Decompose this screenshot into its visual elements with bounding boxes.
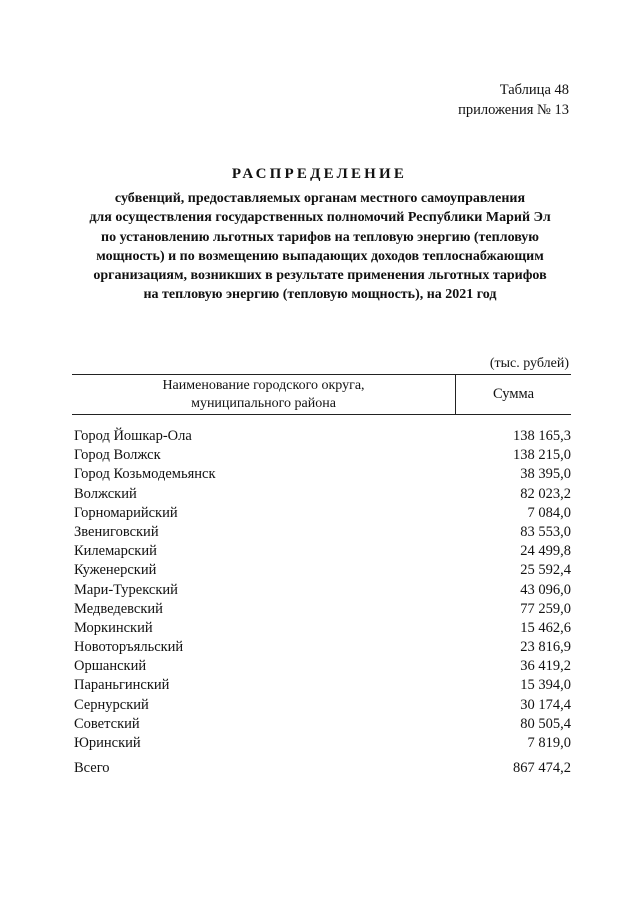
- row-name: Советский: [74, 715, 140, 732]
- row-name: Сернурский: [74, 696, 149, 713]
- table-row: [72, 504, 571, 523]
- table-row: [72, 581, 571, 600]
- row-value: 15 462,6: [520, 619, 571, 636]
- row-value: 30 174,4: [520, 696, 571, 713]
- table-row: [72, 734, 571, 753]
- header-name-column: [72, 375, 456, 414]
- table-row: [72, 638, 571, 657]
- row-name: Медведевский: [74, 600, 163, 617]
- total-value: 867 474,2: [513, 760, 571, 777]
- subtitle-line: по установлению льготных тарифов на тепловую энергию (тепловую: [101, 229, 539, 245]
- row-value: 138 165,3: [513, 428, 571, 444]
- row-name: Новоторъяльский: [74, 639, 184, 656]
- table-body: [72, 427, 571, 753]
- row-value: 77 259,0: [520, 600, 571, 617]
- table-row: [72, 446, 571, 465]
- table-row: [72, 600, 571, 619]
- row-value: 80 505,4: [520, 715, 571, 732]
- subtitle-line: на тепловую энергию (тепловую мощность), на 2021 год: [143, 287, 497, 303]
- row-name: Оршанский: [74, 658, 147, 675]
- row-value: 7 084,0: [527, 504, 571, 521]
- row-name: Горномарийский: [74, 504, 178, 521]
- table-reference: [458, 80, 569, 120]
- row-value: 43 096,0: [520, 581, 571, 598]
- row-value: 83 553,0: [520, 523, 571, 540]
- row-value: 7 819,0: [527, 735, 571, 751]
- row-name: Килемарский: [74, 543, 157, 560]
- subtitle-line: организациям, возникших в результате применения льготных тарифов: [93, 268, 547, 284]
- row-value: 25 592,4: [520, 562, 571, 579]
- header-name-line: Наименование городского округа,: [162, 378, 365, 393]
- document-subtitle: [70, 189, 570, 305]
- document-heading: РАСПРЕДЕЛЕНИЕ: [231, 166, 408, 182]
- row-name: Город Волжск: [74, 447, 161, 464]
- table-row: [72, 427, 571, 446]
- distribution-table: [72, 374, 571, 778]
- row-name: Город Йошкар-Ола: [74, 428, 192, 444]
- table-row: [72, 485, 571, 504]
- table-row: [72, 542, 571, 561]
- row-value: 82 023,2: [520, 485, 571, 502]
- table-header: [72, 374, 571, 415]
- table-row: [72, 619, 571, 638]
- row-value: 138 215,0: [513, 447, 571, 464]
- row-value: 36 419,2: [520, 658, 571, 675]
- row-name: Моркинский: [74, 619, 153, 636]
- header-sum-column: Сумма: [492, 386, 535, 402]
- subtitle-line: мощность) и по возмещению выпадающих доходов теплоснабжающим: [96, 248, 544, 264]
- subtitle-line: для осуществления государственных полномочий Республики Марий Эл: [89, 210, 551, 226]
- table-row: [72, 523, 571, 542]
- header-name-line: муниципального района: [191, 396, 336, 411]
- row-value: 15 394,0: [520, 677, 571, 694]
- table-row: [72, 657, 571, 676]
- row-name: Звениговский: [74, 523, 159, 540]
- table-row: [72, 715, 571, 734]
- total-label: Всего: [74, 760, 110, 777]
- subtitle-line: субвенций, предоставляемых органам местного самоуправления: [114, 191, 526, 206]
- table-row: [72, 676, 571, 695]
- row-name: Волжский: [74, 485, 137, 502]
- row-value: 38 395,0: [520, 466, 571, 483]
- table-number: Таблица 48: [499, 82, 569, 98]
- table-row: [72, 561, 571, 580]
- row-name: Мари-Турекский: [74, 581, 178, 598]
- row-name: Юринский: [74, 735, 141, 751]
- table-row: [72, 465, 571, 484]
- row-name: Куженерский: [74, 562, 157, 579]
- table-row: [72, 696, 571, 715]
- row-name: Город Козьмодемьянск: [74, 466, 216, 483]
- total-row: [72, 759, 571, 778]
- unit-label: (тыс. рублей): [489, 356, 569, 371]
- appendix-number: приложения № 13: [458, 102, 569, 118]
- row-value: 23 816,9: [520, 639, 571, 656]
- row-name: Параньгинский: [74, 677, 170, 694]
- row-value: 24 499,8: [520, 543, 571, 560]
